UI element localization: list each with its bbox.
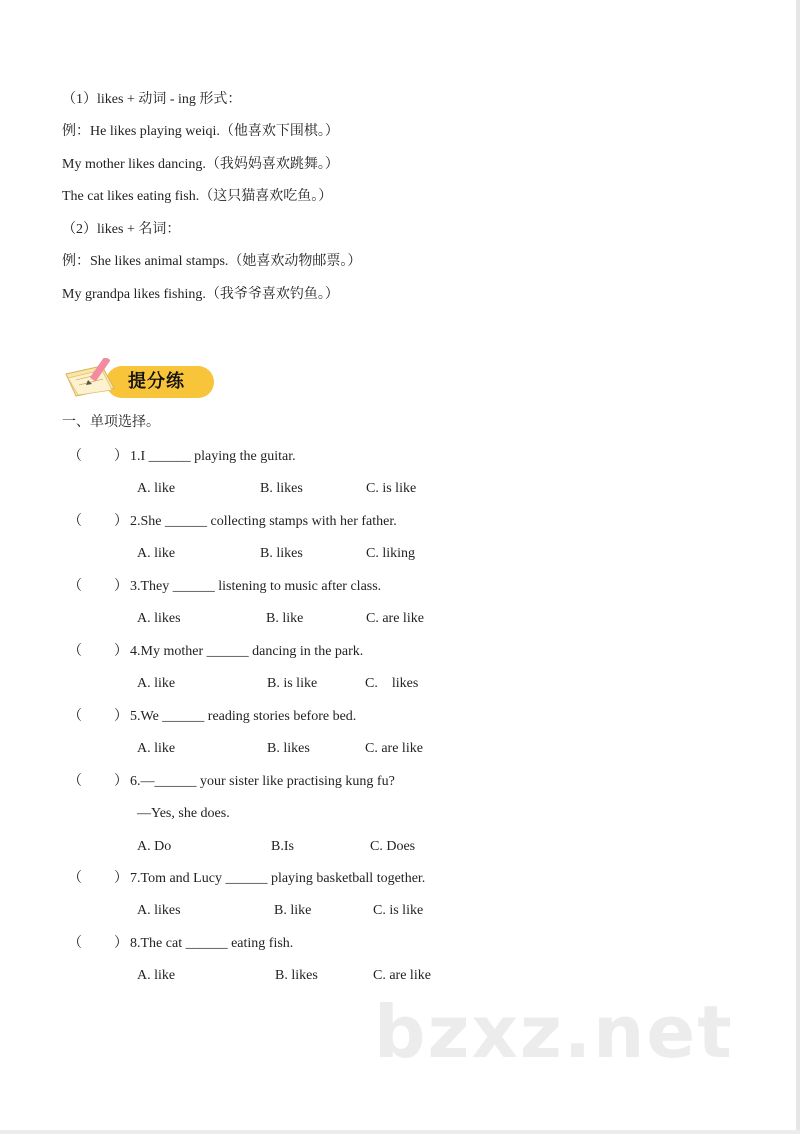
option-b: B. like bbox=[266, 611, 304, 626]
question-stem: 4.My mother ______ dancing in the park. bbox=[130, 644, 364, 659]
question-options bbox=[137, 610, 637, 630]
question-stem: 7.Tom and Lucy ______ playing basketball together. bbox=[130, 871, 426, 886]
option-a: A. like bbox=[137, 676, 176, 691]
answer-paren-left: （ bbox=[68, 514, 82, 529]
option-b: B. likes bbox=[275, 968, 318, 983]
page-edge-right bbox=[796, 0, 800, 1134]
option-b: B. like bbox=[274, 903, 312, 918]
answer-paren-right: ） bbox=[114, 579, 128, 594]
question-options bbox=[137, 838, 637, 858]
option-c: C. Does bbox=[370, 839, 416, 854]
answer-paren-left: （ bbox=[68, 644, 82, 659]
grammar-example-4: 例：She likes animal stamps.（她喜欢动物邮票。） bbox=[62, 254, 362, 269]
answer-paren-right: ） bbox=[114, 871, 128, 886]
question-stem: 3.They ______ listening to music after class. bbox=[130, 579, 382, 594]
option-a: A. likes bbox=[137, 611, 181, 626]
option-c: C. are like bbox=[366, 611, 424, 626]
question-stem: 2.She ______ collecting stamps with her father. bbox=[130, 514, 397, 529]
question-options bbox=[137, 675, 637, 695]
answer-paren-left: （ bbox=[68, 449, 82, 464]
question-row bbox=[62, 935, 762, 955]
option-c: C. are like bbox=[365, 741, 423, 756]
option-a: A. likes bbox=[137, 903, 181, 918]
question-options bbox=[137, 480, 637, 500]
answer-paren-right: ） bbox=[114, 449, 128, 464]
grammar-rule-2: （2）likes + 名词： bbox=[62, 222, 181, 237]
site-watermark: bzxz.net bbox=[374, 990, 734, 1074]
question-stem: 1.I ______ playing the guitar. bbox=[130, 449, 296, 464]
page-edge-bottom bbox=[0, 1130, 800, 1134]
answer-paren-left: （ bbox=[68, 579, 82, 594]
answer-paren-left: （ bbox=[68, 871, 82, 886]
answer-paren-left: （ bbox=[68, 936, 82, 951]
option-b: B.Is bbox=[271, 839, 294, 854]
option-b: B. likes bbox=[267, 741, 310, 756]
option-c: C. is like bbox=[366, 481, 417, 496]
question-row bbox=[62, 578, 762, 598]
option-b: B. likes bbox=[260, 481, 303, 496]
question-stem: 6.—______ your sister like practising kung fu? bbox=[130, 774, 395, 789]
option-b: B. likes bbox=[260, 546, 303, 561]
option-a: A. Do bbox=[137, 839, 172, 854]
answer-paren-right: ） bbox=[114, 774, 128, 789]
question-row bbox=[62, 708, 762, 728]
question-stem: 8.The cat ______ eating fish. bbox=[130, 936, 294, 951]
question-options bbox=[137, 740, 637, 760]
question-options bbox=[137, 967, 637, 987]
question-row bbox=[62, 870, 762, 890]
answer-paren-left: （ bbox=[68, 709, 82, 724]
notepad-pencil-icon bbox=[62, 358, 122, 398]
answer-paren-right: ） bbox=[114, 936, 128, 951]
answer-paren-right: ） bbox=[114, 709, 128, 724]
grammar-example-2: My mother likes dancing.（我妈妈喜欢跳舞。） bbox=[62, 157, 339, 172]
banner-title: 提分练 bbox=[128, 371, 185, 392]
practice-banner bbox=[58, 340, 218, 402]
answer-paren-right: ） bbox=[114, 514, 128, 529]
grammar-rule-1: （1）likes + 动词 - ing 形式： bbox=[62, 92, 242, 107]
option-c: C. likes bbox=[365, 676, 419, 691]
grammar-example-3: The cat likes eating fish.（这只猫喜欢吃鱼。） bbox=[62, 189, 333, 204]
answer-paren-right: ） bbox=[114, 644, 128, 659]
question-row bbox=[62, 513, 762, 533]
question-options bbox=[137, 902, 637, 922]
section-title: 一、单项选择。 bbox=[62, 415, 160, 430]
question-row bbox=[62, 448, 762, 468]
option-c: C. is like bbox=[373, 903, 424, 918]
grammar-example-1: 例：He likes playing weiqi.（他喜欢下围棋。） bbox=[62, 124, 339, 139]
answer-paren-left: （ bbox=[68, 774, 82, 789]
question-row bbox=[62, 643, 762, 663]
option-a: A. like bbox=[137, 968, 176, 983]
option-a: A. like bbox=[137, 546, 176, 561]
option-b: B. is like bbox=[267, 676, 318, 691]
option-c: C. liking bbox=[366, 546, 416, 561]
grammar-example-5: My grandpa likes fishing.（我爷爷喜欢钓鱼。） bbox=[62, 287, 339, 302]
question-row bbox=[62, 773, 762, 793]
option-a: A. like bbox=[137, 741, 176, 756]
option-c: C. are like bbox=[373, 968, 431, 983]
option-a: A. like bbox=[137, 481, 176, 496]
dialogue-reply: —Yes, she does. bbox=[137, 806, 230, 821]
question-options bbox=[137, 545, 637, 565]
question-stem: 5.We ______ reading stories before bed. bbox=[130, 709, 357, 724]
